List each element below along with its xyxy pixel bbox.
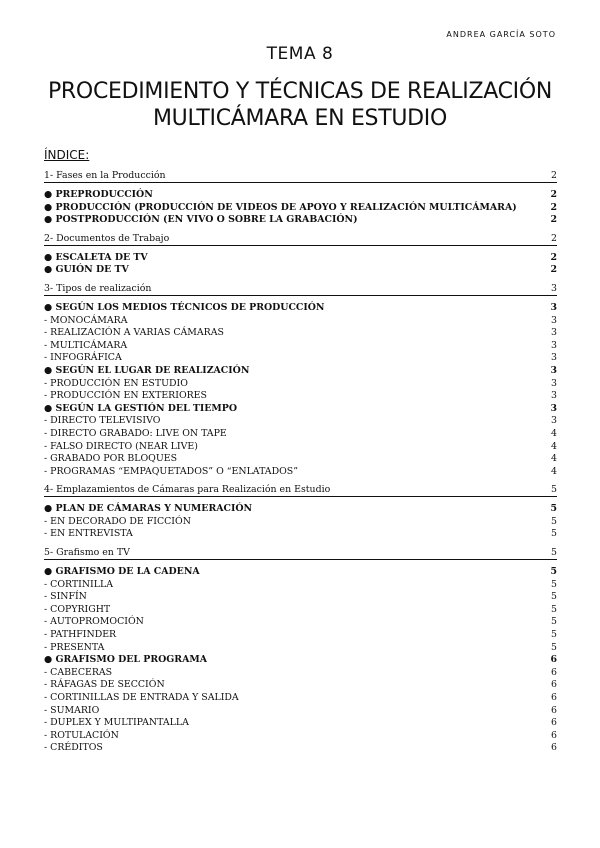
toc-page-number: 3	[551, 314, 557, 326]
toc-page-number: 6	[551, 717, 557, 729]
toc-entry-text: - DUPLEX Y MULTIPANTALLA	[44, 717, 189, 729]
toc-bullet-item[interactable]	[44, 365, 557, 378]
toc-sub-item[interactable]	[44, 415, 557, 428]
toc-page-number: 5	[551, 603, 557, 615]
toc-sub-item[interactable]	[44, 378, 557, 391]
toc-entry-text: 3- Tipos de realización	[44, 282, 152, 294]
toc-entry-text: - CORTINILLAS DE ENTRADA Y SALIDA	[44, 692, 239, 703]
title-line-1: PROCEDIMIENTO Y TÉCNICAS DE REALIZACIÓN	[47, 79, 553, 104]
toc-sub-item[interactable]	[44, 466, 557, 479]
toc-page-number: 4	[551, 465, 557, 477]
toc-sub-item[interactable]	[44, 679, 557, 692]
toc-entry-text: - PROGRAMAS “EMPAQUETADOS” O “ENLATADOS”	[44, 465, 298, 477]
toc-section-heading[interactable]	[44, 170, 557, 183]
toc-page-number: 3	[550, 364, 557, 376]
toc-entry-text: - COPYRIGHT	[44, 603, 111, 615]
toc-entry-text: - INFOGRÁFICA	[44, 352, 122, 364]
toc-section-heading[interactable]	[44, 283, 557, 296]
toc-entry-text: ● GUIÓN DE TV	[44, 264, 129, 276]
tema-heading: TEMA 8	[266, 44, 334, 64]
toc-page-number: 6	[551, 742, 557, 754]
toc-page-number: 5	[551, 616, 557, 628]
toc-bullet-item[interactable]	[44, 252, 557, 265]
toc-sub-item[interactable]	[44, 428, 557, 441]
toc-page-number: 2	[550, 251, 557, 263]
toc-page-number: 2	[551, 170, 557, 181]
toc-page-number: 4	[551, 440, 557, 452]
toc-bullet-item[interactable]	[44, 264, 557, 277]
toc-entry-text: - GRABADO POR BLOQUES	[44, 453, 177, 465]
toc-page-number: 5	[551, 578, 557, 590]
toc-page-number: 6	[551, 679, 557, 691]
toc-page-number: 3	[551, 415, 557, 427]
toc-entry-text: ● PLAN DE CÁMARAS Y NUMERACIÓN	[44, 503, 253, 515]
toc-section-heading[interactable]	[44, 547, 557, 560]
toc-entry-text: - DIRECTO TELEVISIVO	[44, 415, 161, 427]
toc-bullet-item[interactable]	[44, 566, 557, 579]
toc-bullet-item[interactable]	[44, 403, 557, 416]
toc-page-number: 3	[551, 327, 557, 339]
toc-entry-text: ● GRAFISMO DEL PROGRAMA	[44, 654, 207, 666]
toc-sub-item[interactable]	[44, 717, 557, 730]
toc-sub-item[interactable]	[44, 667, 557, 680]
toc-page-number: 5	[550, 503, 557, 515]
toc-page-number: 5	[551, 591, 557, 603]
toc-entry-text: - PRODUCCIÓN EN EXTERIORES	[44, 390, 207, 402]
toc-entry-text: - CABECERAS	[44, 666, 113, 678]
toc-sub-item[interactable]	[44, 604, 557, 617]
toc-entry-text: ● PREPRODUCCIÓN	[44, 189, 153, 200]
toc-sub-item[interactable]	[44, 340, 557, 353]
toc-entry-text: 4- Emplazamientos de Cámaras para Realización en Estudio	[44, 484, 331, 496]
toc-sub-item[interactable]	[44, 692, 557, 705]
toc-entry-text: 5- Grafismo en TV	[44, 547, 130, 559]
toc-sub-item[interactable]	[44, 441, 557, 454]
toc-entry-text: - PRESENTA	[44, 641, 105, 653]
toc-page-number: 3	[550, 301, 557, 313]
toc-page-number: 4	[551, 453, 557, 465]
title-line-2: MULTICÁMARA EN ESTUDIO	[152, 106, 448, 131]
toc-sub-item[interactable]	[44, 315, 557, 328]
toc-entry-text: - MULTICÁMARA	[44, 339, 128, 351]
toc-sub-item[interactable]	[44, 705, 557, 718]
toc-entry-text: - SUMARIO	[44, 704, 100, 716]
document-title	[0, 78, 600, 132]
toc-entry-text: - EN DECORADO DE FICCIÓN	[44, 515, 191, 527]
toc-sub-item[interactable]	[44, 516, 557, 529]
toc-page-number: 3	[551, 390, 557, 402]
table-of-contents	[44, 170, 557, 755]
toc-page-number: 3	[551, 339, 557, 351]
toc-page-number: 2	[551, 232, 557, 244]
toc-section-heading[interactable]	[44, 233, 557, 246]
toc-page-number: 5	[551, 528, 557, 540]
toc-bullet-item[interactable]	[44, 189, 557, 202]
toc-sub-item[interactable]	[44, 327, 557, 340]
toc-sub-item[interactable]	[44, 352, 557, 365]
toc-entry-text: - DIRECTO GRABADO: LIVE ON TAPE	[44, 427, 227, 439]
toc-page-number: 3	[551, 377, 557, 389]
toc-page-number: 6	[551, 692, 557, 703]
toc-entry-text: ● SEGÚN EL LUGAR DE REALIZACIÓN	[44, 364, 250, 376]
toc-entry-text: 1- Fases en la Producción	[44, 170, 166, 181]
toc-entry-text: ● ESCALETA DE TV	[44, 251, 148, 263]
toc-bullet-item[interactable]	[44, 503, 557, 516]
toc-page-number: 2	[550, 189, 557, 200]
toc-page-number: 5	[551, 515, 557, 527]
toc-entry-text: - RÁFAGAS DE SECCIÓN	[44, 679, 165, 691]
toc-sub-item[interactable]	[44, 742, 557, 755]
toc-sub-item[interactable]	[44, 453, 557, 466]
toc-entry-text: - EN ENTREVISTA	[44, 528, 133, 540]
toc-page-number: 3	[550, 402, 557, 414]
toc-page-number: 2	[550, 214, 557, 226]
toc-sub-item[interactable]	[44, 730, 557, 743]
toc-page-number: 2	[550, 201, 557, 213]
toc-entry-text: - MONOCÁMARA	[44, 314, 128, 326]
author-name: ANDREA GARCÍA SOTO	[446, 30, 556, 39]
toc-page-number: 6	[551, 704, 557, 716]
toc-sub-item[interactable]	[44, 390, 557, 403]
toc-sub-item[interactable]	[44, 579, 557, 592]
toc-entry-text: - ROTULACIÓN	[44, 729, 119, 741]
toc-page-number: 5	[551, 629, 557, 641]
toc-entry-text: - AUTOPROMOCIÓN	[44, 616, 144, 628]
toc-sub-item[interactable]	[44, 642, 557, 655]
toc-entry-text: - SINFÍN	[44, 591, 87, 603]
toc-bullet-item[interactable]	[44, 302, 557, 315]
toc-page-number: 4	[551, 427, 557, 439]
toc-bullet-item[interactable]	[44, 202, 557, 215]
toc-page-number: 6	[551, 666, 557, 678]
toc-entry-text: ● SEGÚN LOS MEDIOS TÉCNICOS DE PRODUCCIÓN	[44, 301, 325, 313]
toc-page-number: 5	[551, 484, 557, 496]
toc-page-number: 6	[551, 729, 557, 741]
toc-page-number: 5	[550, 566, 557, 578]
toc-page-number: 5	[551, 641, 557, 653]
toc-entry-text: ● SEGÚN LA GESTIÓN DEL TIEMPO	[44, 402, 238, 414]
toc-bullet-item[interactable]	[44, 654, 557, 667]
toc-entry-text: - CRÉDITOS	[44, 742, 103, 754]
toc-page-number: 2	[550, 264, 557, 276]
toc-entry-text: ● PRODUCCIÓN (PRODUCCIÓN DE VIDEOS DE APOYO Y REALIZACIÓN MULTICÁMARA)	[44, 201, 517, 213]
toc-entry-text: 2- Documentos de Trabajo	[44, 232, 170, 244]
toc-entry-text: - PATHFINDER	[44, 629, 117, 641]
toc-sub-item[interactable]	[44, 528, 557, 541]
toc-section-heading[interactable]	[44, 484, 557, 497]
toc-page-number: 5	[551, 547, 557, 559]
toc-entry-text: - REALIZACIÓN A VARIAS CÁMARAS	[44, 327, 224, 339]
toc-entry-text: - FALSO DIRECTO (NEAR LIVE)	[44, 440, 198, 452]
toc-sub-item[interactable]	[44, 629, 557, 642]
index-label: ÍNDICE:	[44, 148, 90, 162]
toc-sub-item[interactable]	[44, 616, 557, 629]
toc-entry-text: ● POSTPRODUCCIÓN (EN VIVO O SOBRE LA GRABACIÓN)	[44, 214, 358, 226]
toc-page-number: 6	[550, 654, 557, 666]
toc-entry-text: - PRODUCCIÓN EN ESTUDIO	[44, 377, 188, 389]
toc-sub-item[interactable]	[44, 591, 557, 604]
toc-entry-text: - CORTINILLA	[44, 578, 113, 590]
toc-page-number: 3	[551, 282, 557, 294]
toc-bullet-item[interactable]	[44, 214, 557, 227]
toc-page-number: 3	[551, 352, 557, 364]
toc-entry-text: ● GRAFISMO DE LA CADENA	[44, 566, 200, 578]
